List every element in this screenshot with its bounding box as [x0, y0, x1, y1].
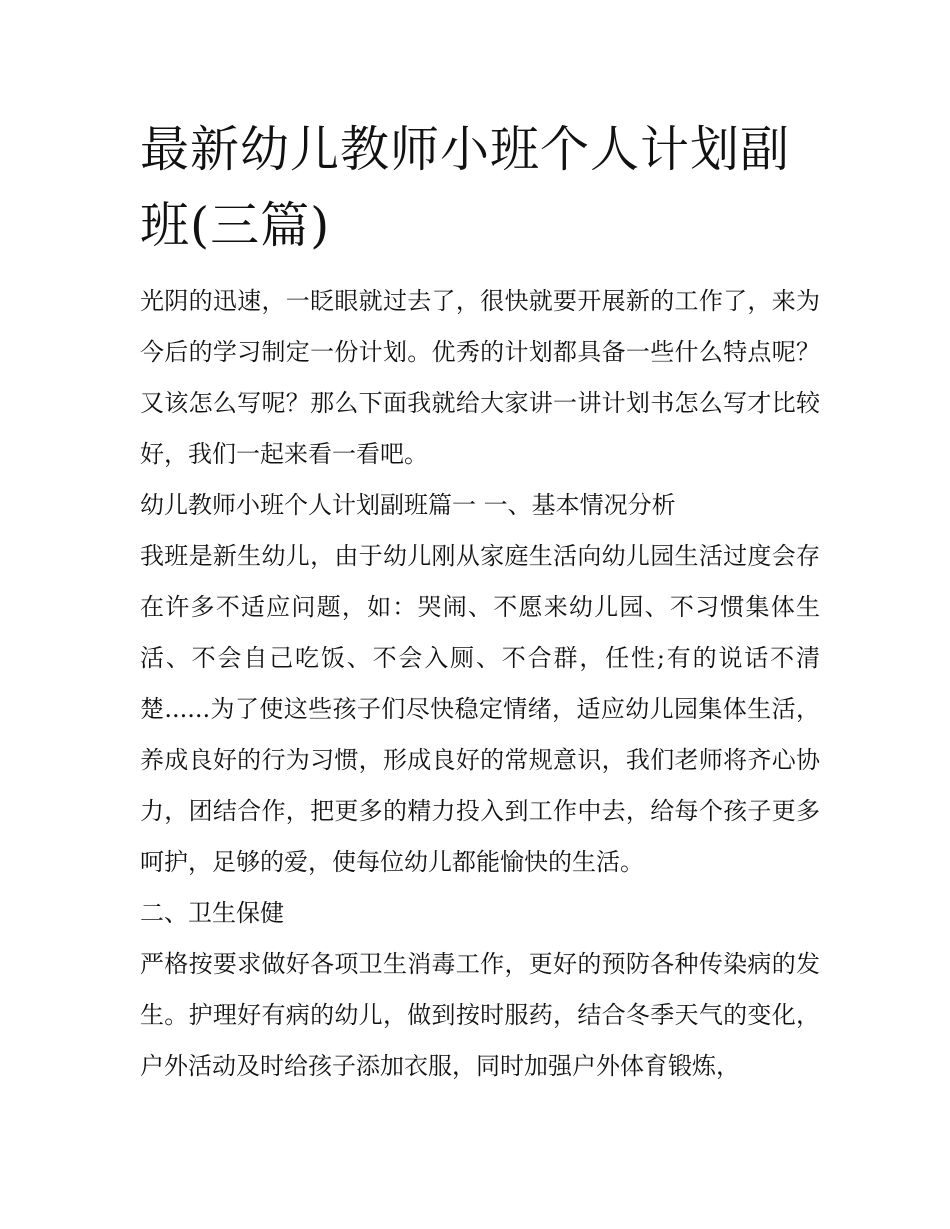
- section-heading-health-care: 二、卫生保健: [140, 899, 284, 927]
- document-body: [140, 276, 820, 1092]
- document-title: 最新幼儿教师小班个人计划副班(三篇): [140, 121, 791, 254]
- section-heading-basic-situation: 幼儿教师小班个人计划副班篇一 一、基本情况分析: [140, 491, 676, 519]
- health-care-paragraph: 严格按要求做好各项卫生消毒工作，更好的预防各种传染病的发生。护理好有病的幼儿，做到按时服药，结合冬季天气的变化，户外活动及时给孩子添加衣服，同时加强户外体育锻炼，: [140, 950, 820, 1080]
- basic-situation-paragraph: 我班是新生幼儿，由于幼儿刚从家庭生活向幼儿园生活过度会存在许多不适应问题，如：哭闹、不愿来幼儿园、不习惯集体生活、不会自己吃饭、不会入厕、不合群，任性;有的说话不清楚......为了使这些孩子们尽快稳定情绪，适应幼儿园集体生活，养成良好的行为习惯，形成良好的常规意识，我们老师将齐心协力，团结合作，把更多的精力投入到工作中去，给每个孩子更多呵护，足够的爱，使每位幼儿都能愉快的生活。: [140, 542, 820, 876]
- intro-paragraph: 光阴的迅速，一眨眼就过去了，很快就要开展新的工作了，来为今后的学习制定一份计划。优秀的计划都具备一些什么特点呢？又该怎么写呢？那么下面我就给大家讲一讲计划书怎么写才比较好，我们一起来看一看吧。: [140, 287, 820, 468]
